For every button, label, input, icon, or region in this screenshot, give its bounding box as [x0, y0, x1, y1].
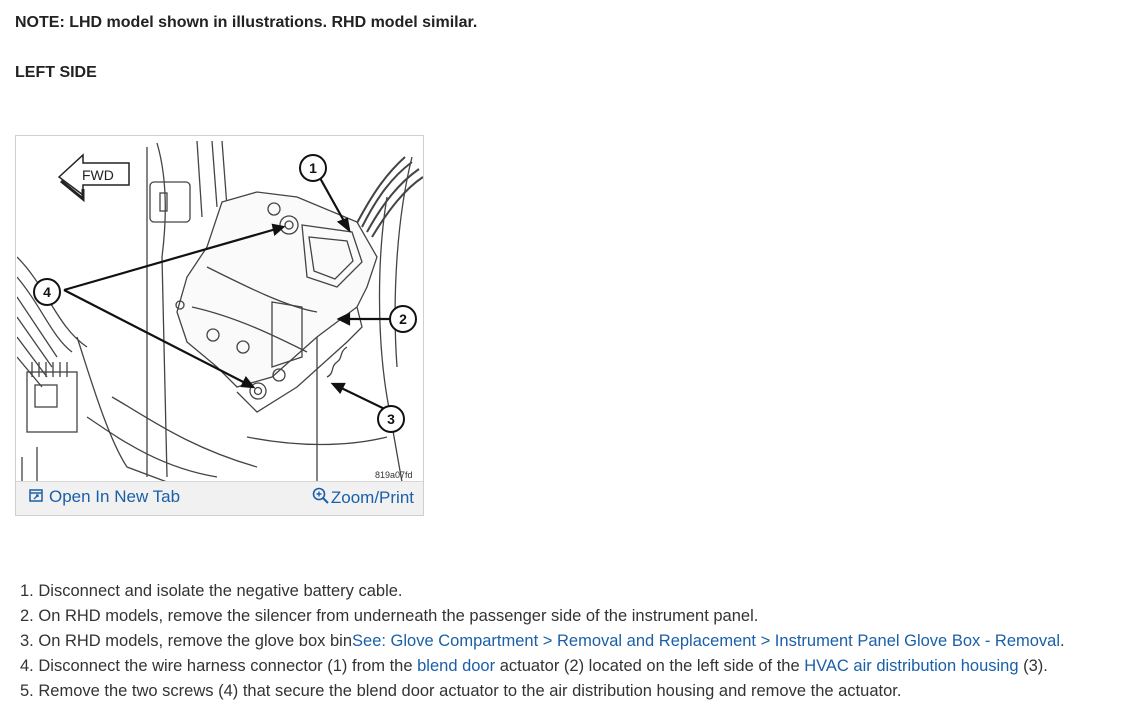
step-number: 1. — [20, 582, 34, 600]
step-text: (3). — [1018, 657, 1048, 675]
figure-card — [15, 135, 424, 516]
external-tab-icon — [29, 487, 43, 507]
callout-4-label: 4 — [43, 284, 51, 300]
actuator-illustration — [17, 137, 423, 482]
blend-door-link[interactable]: blend door — [417, 657, 496, 675]
step-3 — [20, 630, 1065, 655]
step-text: Disconnect and isolate the negative battery cable. — [38, 582, 403, 600]
step-text: . — [1060, 632, 1065, 650]
callout-2-label: 2 — [399, 311, 407, 327]
step-text: actuator (2) located on the left side of the — [495, 657, 805, 675]
step-text: On RHD models, remove the glove box bin — [38, 632, 353, 650]
zoom-in-icon — [312, 487, 329, 509]
step-1 — [20, 580, 1065, 605]
step-5 — [20, 680, 1065, 705]
step-number: 2. — [20, 607, 34, 625]
procedure-steps — [20, 580, 1065, 705]
section-title: LEFT SIDE — [15, 64, 97, 81]
zoom-print-label: Zoom/Print — [330, 488, 414, 507]
step-text: Remove the two screws (4) that secure the blend door actuator to the air distribution housing and remove the actuator. — [38, 682, 902, 700]
note-text: NOTE: LHD model shown in illustrations. RHD model similar. — [15, 14, 478, 31]
step-2 — [20, 605, 1065, 630]
step-text: On RHD models, remove the silencer from underneath the passenger side of the instrument panel. — [38, 607, 759, 625]
step-number: 5. — [20, 682, 34, 700]
open-new-tab-label: Open In New Tab — [49, 487, 181, 506]
step-4 — [20, 655, 1065, 680]
step-number: 4. — [20, 657, 34, 675]
figure-toolbar — [16, 481, 423, 515]
glove-box-removal-link[interactable]: See: Glove Compartment > Removal and Replacement > Instrument Panel Glove Box - Removal — [352, 632, 1061, 650]
zoom-print-link[interactable] — [312, 487, 414, 509]
open-new-tab-link[interactable] — [29, 487, 180, 507]
hvac-housing-link[interactable]: HVAC air distribution housing — [804, 657, 1019, 675]
step-text: Disconnect the wire harness connector (1) from the — [38, 657, 418, 675]
fwd-label: FWD — [82, 167, 114, 183]
figure-code: 819a07fd — [375, 470, 413, 480]
fwd-arrow — [59, 155, 129, 199]
callout-1-label: 1 — [309, 160, 317, 176]
step-number: 3. — [20, 632, 34, 650]
callout-3-label: 3 — [387, 411, 395, 427]
